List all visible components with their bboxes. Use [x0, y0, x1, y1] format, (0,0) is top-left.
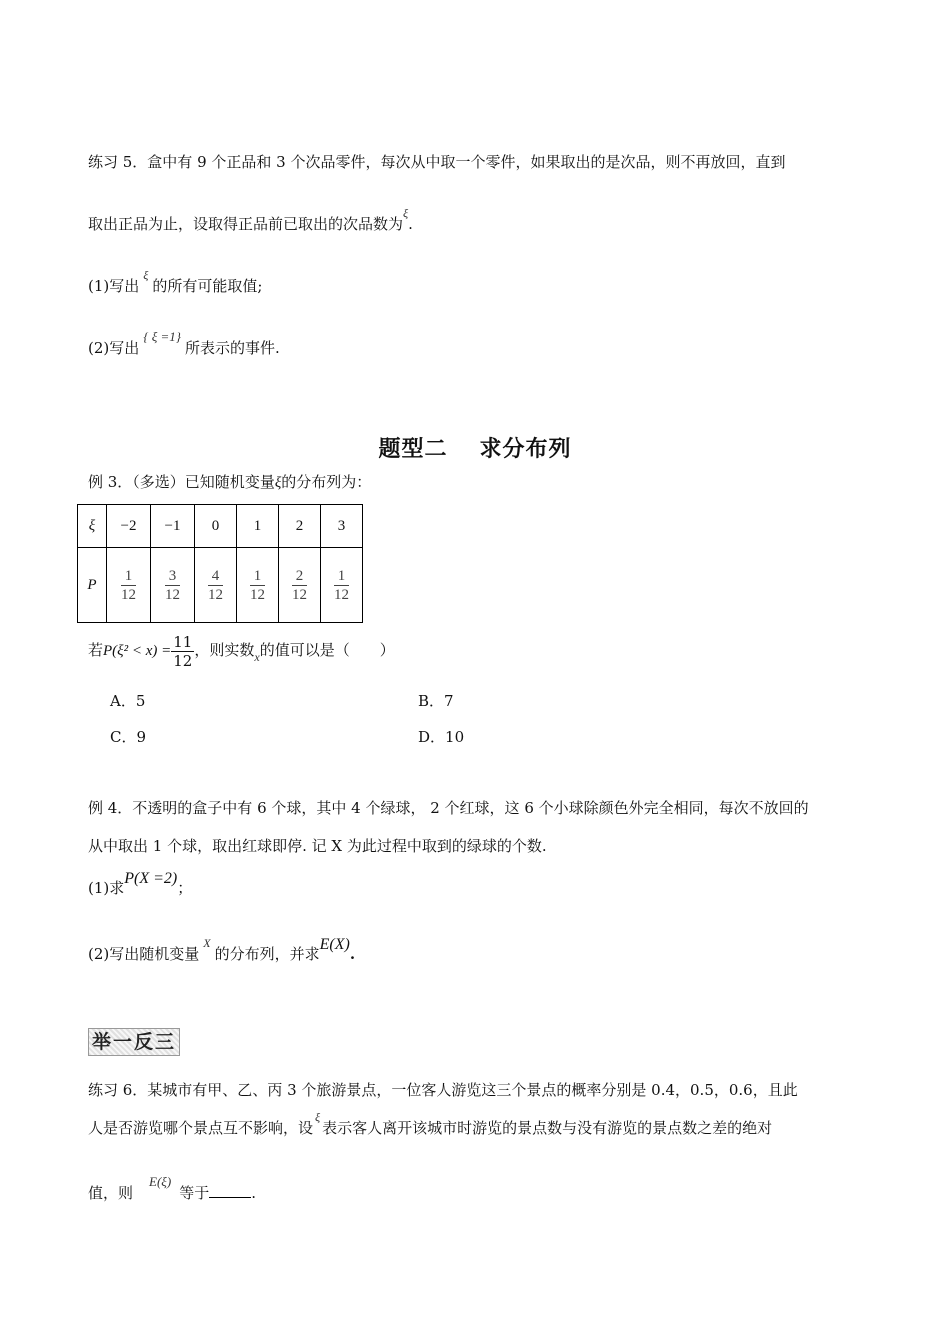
exercise-6-line-3	[88, 1174, 256, 1204]
prefix: (2)写出随机变量	[88, 945, 200, 963]
option-d: D．10	[418, 728, 465, 746]
answer-blank[interactable]	[209, 1182, 251, 1198]
expectation-math: E(X)	[319, 936, 350, 953]
suffix: 的所有可能取值;	[152, 277, 263, 295]
example-4-question-2	[88, 936, 356, 965]
condition-fraction: $\frac{11}{12}$	[173, 632, 193, 670]
event-math: { ξ =1}	[143, 329, 181, 344]
row-label-p: P	[78, 548, 107, 623]
x-variable: X	[203, 936, 211, 950]
text-end: 的分布列为：	[281, 473, 372, 491]
exercise-5-question-1	[88, 268, 263, 297]
table-cell: 0	[195, 505, 237, 548]
example-4-question-1	[88, 870, 193, 899]
xi-symbol: ξ	[315, 1110, 321, 1124]
text: 例 3．（多选）已知随机变量	[88, 473, 275, 491]
table-cell: 2	[279, 505, 321, 548]
suffix: 的值可以是（ ）	[259, 641, 395, 659]
exercise-5-question-2	[88, 329, 280, 359]
x-variable: x	[254, 650, 260, 664]
prefix: 人是否游览哪个景点互不影响，设	[88, 1119, 314, 1137]
table-cell: $\frac{1}{12}$	[321, 548, 363, 623]
suffix: .	[349, 945, 356, 963]
middle: 的分布列，并求	[214, 945, 320, 963]
prefix: 若	[88, 641, 104, 659]
exercise-5-line-1: 练习 5．盒中有 9 个正品和 3 个次品零件，每次从中取一个零件，如果取出的是次品，则不再放回，直到	[88, 153, 786, 171]
table-cell: $\frac{3}{12}$	[151, 548, 195, 623]
prefix: 值，则	[88, 1184, 134, 1202]
option-b: B．7	[418, 692, 454, 710]
exercise-6-line-1: 练习 6．某城市有甲、乙、丙 3 个旅游景点，一位客人游览这三个景点的概率分别是 0.4，0.5，0.6，且此	[88, 1081, 798, 1099]
exercise-5-line-2	[88, 206, 413, 235]
table-cell: −2	[107, 505, 151, 548]
example-3-intro	[88, 472, 371, 493]
table-cell: −1	[151, 505, 195, 548]
heading-part-2: 求分布列	[479, 437, 572, 462]
expectation-math: E(ξ)	[149, 1174, 172, 1189]
heading-part-1: 题型二	[378, 437, 448, 462]
distribution-table	[77, 504, 363, 623]
table-cell: $\frac{1}{12}$	[237, 548, 279, 623]
table-cell: $\frac{2}{12}$	[279, 548, 321, 623]
suffix: 表示客人离开该城市时游览的景点数与没有游览的景点数之差的绝对	[322, 1119, 773, 1137]
xi-symbol: ξ	[403, 206, 409, 220]
table-cell: 1	[237, 505, 279, 548]
option-c: C．9	[110, 728, 147, 746]
row-label-xi: ξ	[78, 505, 107, 548]
period: .	[251, 1184, 256, 1202]
suffix: ；	[177, 879, 193, 897]
practice-badge: 举一反三	[88, 1028, 180, 1056]
probability-math: P(X =2)	[124, 870, 178, 887]
table-row-values	[78, 505, 363, 548]
example-4-line-1: 例 4．不透明的盒子中有 6 个球，其中 4 个绿球， 2 个红球，这 6 个小球除颜色外完全相同，每次不放回的	[88, 799, 809, 817]
table-cell: $\frac{4}{12}$	[195, 548, 237, 623]
text: 取出正品为止，设取得正品前已取出的次品数为	[88, 215, 404, 233]
exercise-6-line-2	[88, 1110, 773, 1139]
suffix: 等于	[179, 1184, 210, 1202]
example-3-condition	[88, 630, 395, 671]
prefix: (2)写出	[88, 339, 140, 357]
table-row-probabilities	[78, 548, 363, 623]
prefix: (1)写出	[88, 277, 140, 295]
section-heading	[0, 432, 950, 463]
xi-symbol: ξ	[274, 475, 282, 491]
table-cell: 3	[321, 505, 363, 548]
middle: ，则实数	[194, 641, 255, 659]
suffix: 所表示的事件.	[185, 339, 280, 357]
condition-math: P(ξ² < x) =	[103, 643, 172, 659]
prefix: (1)求	[88, 879, 125, 897]
period: .	[408, 215, 413, 233]
table-cell: $\frac{1}{12}$	[107, 548, 151, 623]
xi-symbol: ξ	[143, 268, 149, 282]
example-4-line-2: 从中取出 1 个球，取出红球即停. 记 X 为此过程中取到的绿球的个数.	[88, 837, 547, 855]
option-a: A．5	[110, 692, 146, 710]
